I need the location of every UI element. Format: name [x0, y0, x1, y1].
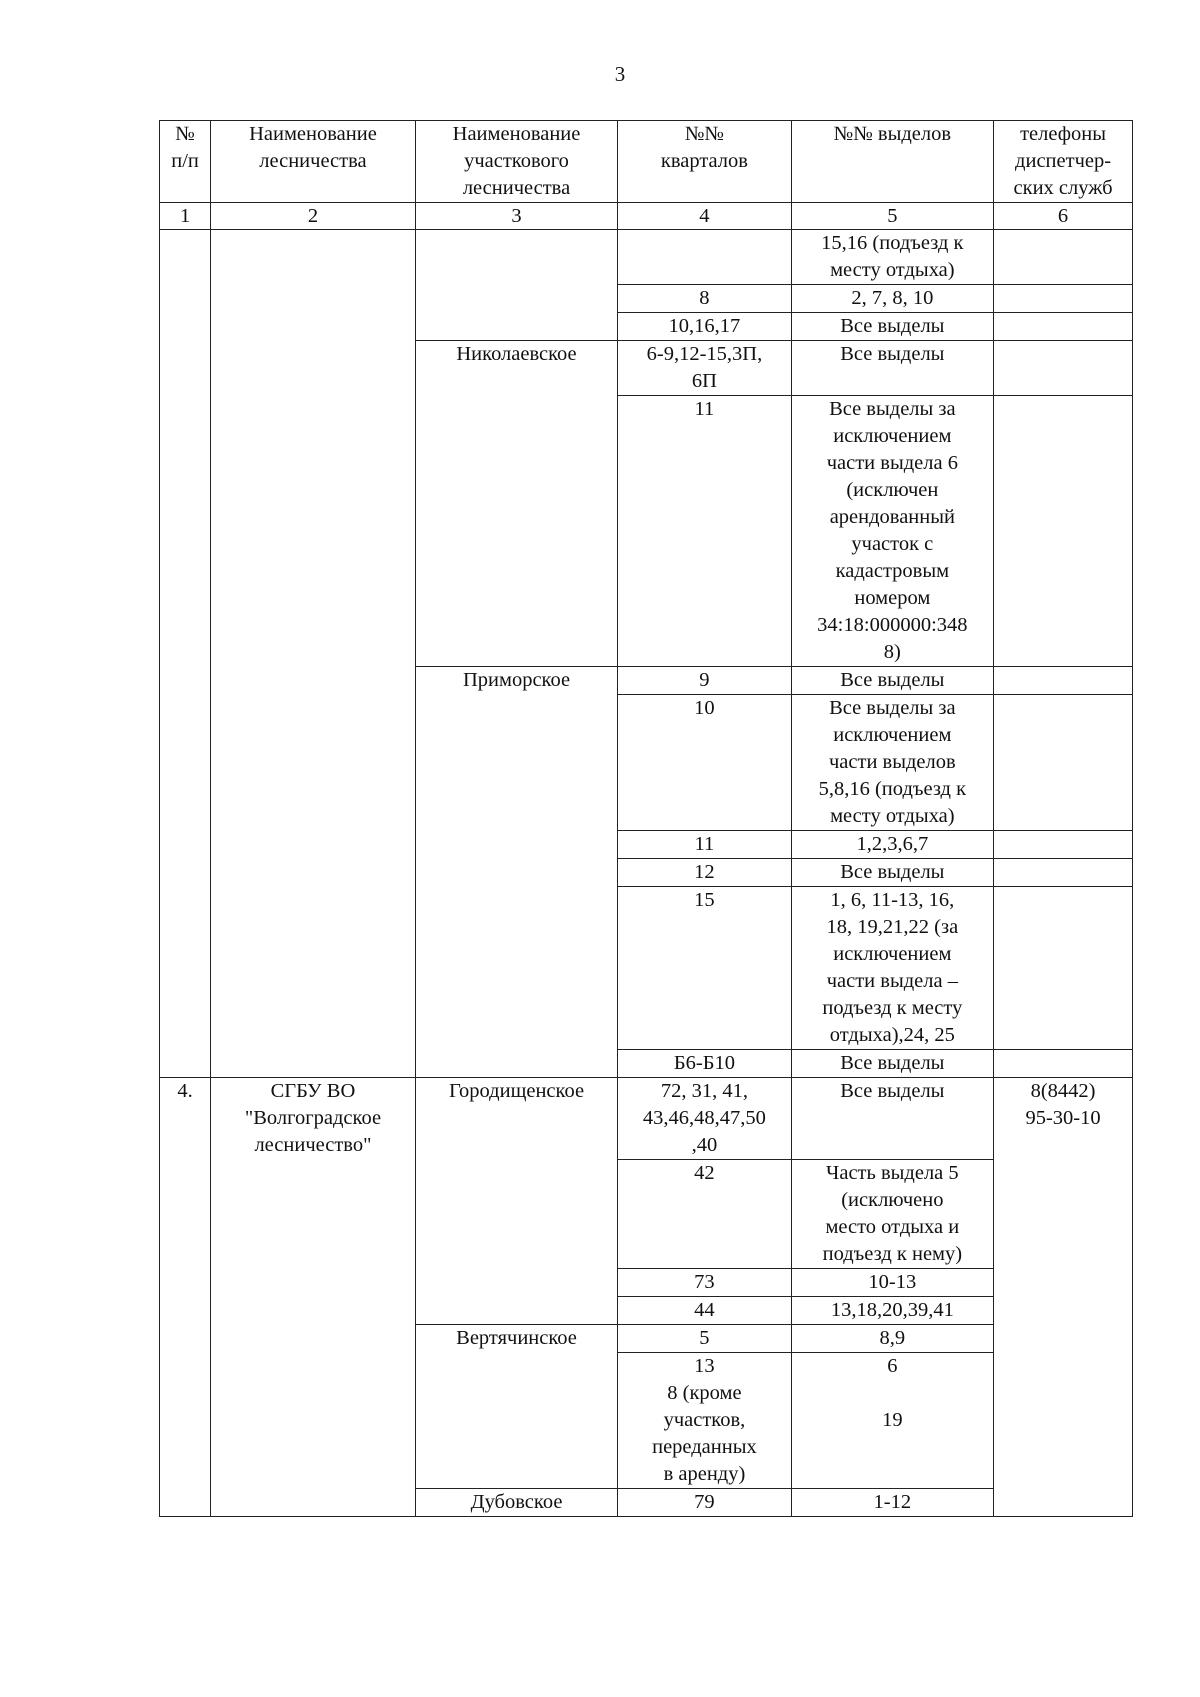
text-line: 15,16 (подъезд к [821, 232, 964, 254]
phone-cell [994, 1050, 1133, 1078]
number-cell [160, 230, 211, 1078]
text-line: телефоны [1020, 123, 1107, 145]
quarter-cell: 44 [618, 1297, 791, 1325]
text-line: Все выделы [840, 315, 945, 337]
phone-cell [994, 887, 1133, 1050]
quarter-cell: 11 [618, 396, 791, 667]
quarter-cell [618, 1078, 791, 1160]
sections-cell [791, 1353, 994, 1489]
quarter-cell: 73 [618, 1269, 791, 1297]
text-line: №№ выделов [833, 123, 952, 145]
quarter-cell: 8 [618, 285, 791, 313]
sections-cell [791, 396, 994, 667]
text-line: исключением [833, 943, 952, 965]
text-line [795, 1380, 991, 1407]
text-line: 13 [694, 1355, 715, 1377]
text-line: №№ [684, 123, 724, 145]
table-row [160, 230, 1133, 285]
sections-cell [791, 341, 994, 396]
column-number: 4 [618, 203, 791, 230]
text-line: Все выделы [840, 669, 945, 691]
text-line: номером [854, 587, 931, 609]
text-line: исключением [833, 425, 952, 447]
text-line: Все выделы [840, 343, 945, 365]
text-line: "Волгоградское [244, 1107, 382, 1129]
quarter-cell: 5 [618, 1325, 791, 1353]
text-line: 10-13 [868, 1271, 917, 1293]
phone-cell [994, 285, 1133, 313]
text-line: Часть выдела 5 [826, 1162, 959, 1184]
text-line: 6П [691, 370, 717, 392]
column-number: 3 [415, 203, 618, 230]
text-line: Наименование [249, 123, 377, 145]
sections-cell [791, 1297, 994, 1325]
sections-cell [791, 887, 994, 1050]
text-line: 6 [887, 1355, 898, 1377]
district-cell-primorskoe: Приморское [415, 667, 618, 1078]
column-number-row [160, 203, 1133, 230]
sections-cell [791, 1160, 994, 1269]
text-line: 8) [883, 641, 901, 663]
quarter-cell: 12 [618, 859, 791, 887]
sections-cell [791, 695, 994, 831]
text-line: подъезд к месту [822, 997, 963, 1019]
text-line: части выделов [828, 751, 956, 773]
column-number: 5 [791, 203, 994, 230]
sections-cell [791, 285, 994, 313]
text-line: 1-12 [873, 1491, 912, 1513]
quarter-cell: 10 [618, 695, 791, 831]
sections-cell [791, 1489, 994, 1517]
page-number: 3 [614, 62, 626, 86]
phone-cell [994, 667, 1133, 695]
text-line: Все выделы за [829, 398, 956, 420]
phone-cell [994, 341, 1133, 396]
text-line: Все выделы [840, 861, 945, 883]
sections-cell [791, 859, 994, 887]
text-line: арендованный [829, 506, 955, 528]
text-line: лесничество" [254, 1134, 372, 1156]
forestry-table [159, 120, 1133, 1517]
header-cell-quarters [618, 121, 791, 203]
quarter-cell: 42 [618, 1160, 791, 1269]
sections-cell [791, 1325, 994, 1353]
text-line: лесничества [259, 150, 367, 172]
district-cell-gorodishchenskoe: Городищенское [415, 1078, 618, 1325]
text-line: Наименование [452, 123, 581, 145]
text-line: 72, 31, 41, [660, 1080, 748, 1102]
header-cell-number [160, 121, 211, 203]
text-line: 1,2,3,6,7 [856, 833, 929, 855]
table-row [160, 1078, 1133, 1160]
text-line: участков, [663, 1409, 746, 1431]
text-line: 8,9 [879, 1327, 906, 1349]
quarter-cell [618, 1353, 791, 1489]
text-line: 8(8442) [1030, 1080, 1096, 1102]
header-cell-forestry [211, 121, 416, 203]
sections-cell [791, 230, 994, 285]
number-cell-4: 4. [160, 1078, 211, 1517]
text-line: кварталов [660, 150, 748, 172]
quarter-cell: 15 [618, 887, 791, 1050]
text-line: ,40 [691, 1134, 718, 1156]
district-cell [415, 230, 618, 341]
phone-cell [994, 695, 1133, 831]
quarter-cell: 79 [618, 1489, 791, 1517]
text-line: п/п [171, 150, 199, 172]
text-line: 8 (кроме [667, 1382, 742, 1404]
text-line: месту отдыха) [830, 805, 955, 827]
text-line: переданных [652, 1436, 757, 1458]
text-line: диспетчер- [1015, 150, 1112, 172]
text-line: отдыха),24, 25 [829, 1024, 955, 1046]
text-line: место отдыха и [825, 1216, 960, 1238]
column-number: 2 [211, 203, 416, 230]
sections-cell [791, 1078, 994, 1160]
text-line: части выдела 6 [826, 452, 958, 474]
text-line: 18, 19,21,22 (за [826, 916, 959, 938]
text-line: Все выделы [840, 1080, 945, 1102]
sections-cell [791, 831, 994, 859]
quarter-cell: 9 [618, 667, 791, 695]
text-line: СГБУ ВО [270, 1080, 356, 1102]
phone-cell [994, 313, 1133, 341]
phone-cell [994, 230, 1133, 285]
sections-cell [791, 1269, 994, 1297]
sections-cell [791, 313, 994, 341]
text-line: 1, 6, 11-13, 16, [830, 889, 955, 911]
text-line: участок с [851, 533, 934, 555]
text-line: исключением [833, 724, 952, 746]
quarter-cell: Б6-Б10 [618, 1050, 791, 1078]
text-line: 34:18:000000:348 [817, 614, 968, 636]
column-number: 1 [160, 203, 211, 230]
header-cell-district-forestry [415, 121, 618, 203]
text-line: (исключено [841, 1189, 944, 1211]
quarter-cell [618, 341, 791, 396]
district-cell-vertyachinskoe: Вертячинское [415, 1325, 618, 1489]
text-line: месту отдыха) [830, 259, 955, 281]
quarter-cell: 10,16,17 [618, 313, 791, 341]
phone-cell [994, 859, 1133, 887]
text-line: 5,8,16 (подъезд к [818, 778, 967, 800]
text-line: подъезд к нему) [822, 1243, 963, 1265]
text-line: части выдела – [826, 970, 958, 992]
text-line: в аренду) [663, 1463, 746, 1485]
phone-cell [994, 396, 1133, 667]
text-line: ских служб [1013, 177, 1113, 199]
text-line: 6-9,12-15,3П, [646, 343, 763, 365]
header-cell-sections [791, 121, 994, 203]
forestry-cell-volgogradskoe [211, 1078, 416, 1517]
phone-cell-volgogradskoe [994, 1078, 1133, 1517]
sections-cell [791, 667, 994, 695]
text-line: 19 [882, 1409, 903, 1431]
text-line: 95-30-10 [1025, 1107, 1101, 1129]
text-line: 43,46,48,47,50 [642, 1107, 766, 1129]
text-line: № [175, 123, 195, 145]
district-cell-nikolaevskoe: Николаевское [415, 341, 618, 667]
phone-cell [994, 831, 1133, 859]
text-line: кадастровым [835, 560, 950, 582]
quarter-cell: 11 [618, 831, 791, 859]
sections-cell [791, 1050, 994, 1078]
text-line: (исключен [846, 479, 939, 501]
text-line: 13,18,20,39,41 [830, 1299, 954, 1321]
header-cell-phones [994, 121, 1133, 203]
text-line: Все выделы за [829, 697, 956, 719]
district-cell-dubovskoe: Дубовское [415, 1489, 618, 1517]
text-line: участкового [464, 150, 569, 172]
text-line: Все выделы [840, 1052, 945, 1074]
column-number: 6 [994, 203, 1133, 230]
forestry-cell [211, 230, 416, 1078]
text-line: 2, 7, 8, 10 [851, 287, 934, 309]
quarter-cell [618, 230, 791, 285]
text-line: лесничества [462, 177, 571, 199]
table-header-row [160, 121, 1133, 203]
